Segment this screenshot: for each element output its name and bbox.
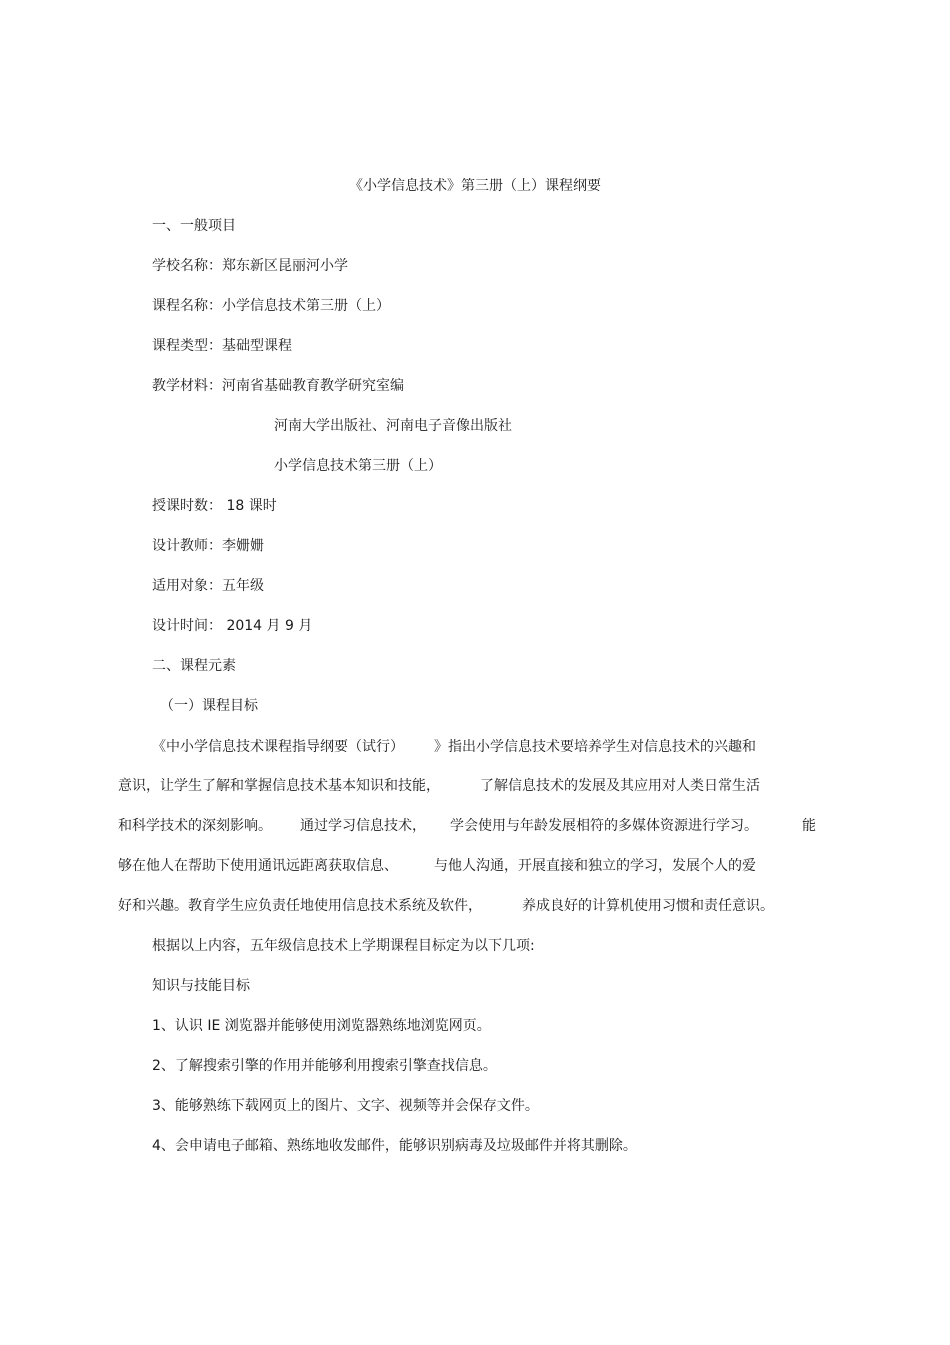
- goal-item: 4、会申请电子邮箱、熟练地收发邮件，能够识别病毒及垃圾邮件并将其删除。: [152, 1138, 637, 1154]
- text-segment: 通过学习信息技术，: [300, 818, 426, 834]
- design-time: 设计时间： 2014 月 9 月: [152, 618, 313, 634]
- document-title: 《小学信息技术》第三册（上）课程纲要: [349, 178, 601, 194]
- design-teacher: 设计教师：李姗姗: [152, 538, 264, 554]
- text-segment: 够在他人在帮助下使用通讯远距离获取信息、: [118, 858, 398, 874]
- text-segment: 了解信息技术的发展及其应用对人类日常生活: [480, 778, 760, 794]
- text-segment: 养成良好的计算机使用习惯和责任意识。: [522, 898, 774, 914]
- course-type: 课程类型：基础型课程: [152, 338, 292, 354]
- text-segment: 意识，让学生了解和掌握信息技术基本知识和技能，: [118, 778, 440, 794]
- section-heading-general: 一、一般项目: [152, 218, 236, 234]
- paragraph-line: [152, 737, 756, 757]
- paragraph-summary: 根据以上内容，五年级信息技术上学期课程目标定为以下几项:: [152, 938, 535, 954]
- teaching-material-book: 小学信息技术第三册（上）: [274, 458, 442, 474]
- teaching-material-publisher: 河南大学出版社、河南电子音像出版社: [274, 418, 512, 434]
- knowledge-skill-heading: 知识与技能目标: [152, 978, 250, 994]
- text-segment: 和科学技术的深刻影响。: [118, 818, 272, 834]
- text-segment: 》指出小学信息技术要培养学生对信息技术的兴趣和: [434, 739, 756, 755]
- course-name: 课程名称：小学信息技术第三册（上）: [152, 298, 390, 314]
- paragraph-line: [118, 896, 774, 916]
- text-segment: 《中小学信息技术课程指导纲要（试行）: [152, 739, 404, 755]
- text-segment: 与他人沟通，开展直接和独立的学习，发展个人的爱: [434, 858, 756, 874]
- goal-item: 1、认识 IE 浏览器并能够使用浏览器熟练地浏览网页。: [152, 1018, 491, 1034]
- text-segment: 学会使用与年龄发展相符的多媒体资源进行学习。: [450, 818, 758, 834]
- subsection-heading-goals: （一）课程目标: [160, 698, 258, 714]
- paragraph-line: [118, 776, 760, 796]
- goal-item: 2、了解搜索引擎的作用并能够利用搜索引擎查找信息。: [152, 1058, 497, 1074]
- paragraph-line: [118, 856, 756, 876]
- paragraph-line: [118, 816, 816, 836]
- teaching-material: 教学材料：河南省基础教育教学研究室编: [152, 378, 404, 394]
- section-heading-elements: 二、课程元素: [152, 658, 236, 674]
- school-name: 学校名称：郑东新区昆丽河小学: [152, 258, 348, 274]
- target-audience: 适用对象：五年级: [152, 578, 264, 594]
- teaching-hours: 授课时数： 18 课时: [152, 498, 277, 514]
- text-segment: 能: [802, 818, 816, 834]
- goal-item: 3、能够熟练下载网页上的图片、文字、视频等并会保存文件。: [152, 1098, 539, 1114]
- text-segment: 好和兴趣。教育学生应负责任地使用信息技术系统及软件，: [118, 898, 482, 914]
